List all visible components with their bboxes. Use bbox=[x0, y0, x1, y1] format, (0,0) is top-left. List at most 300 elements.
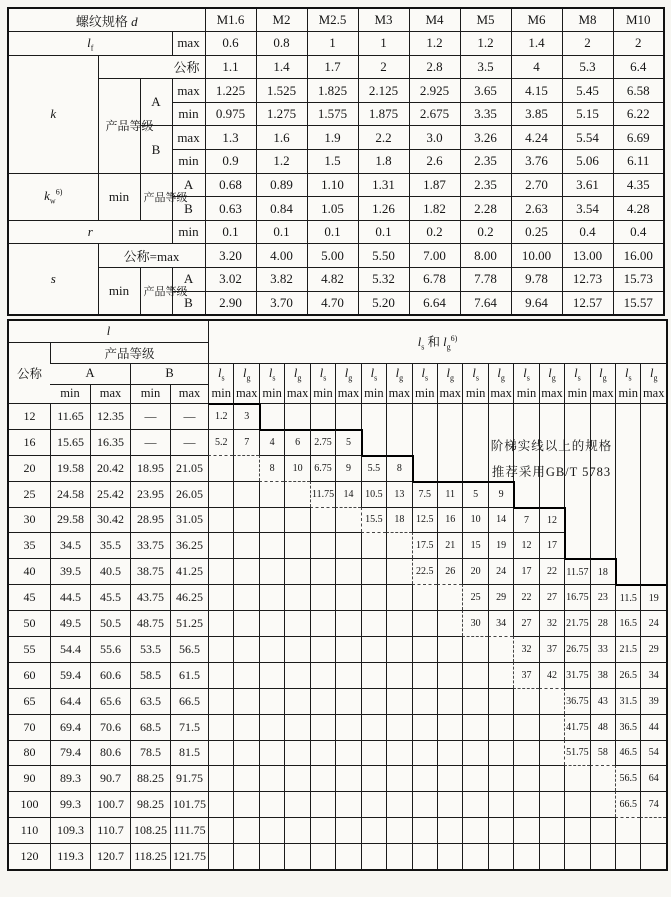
ls-cell bbox=[361, 791, 386, 817]
ls-cell bbox=[615, 817, 640, 843]
top-value-cell: 3.20 bbox=[205, 244, 256, 268]
ls-cell bbox=[564, 765, 589, 791]
thread-spec-var: d bbox=[131, 13, 138, 29]
ls-col-header: $l_s$ min bbox=[259, 363, 284, 403]
ls-cell bbox=[208, 610, 233, 636]
ls-cell bbox=[259, 740, 284, 766]
lg-cell bbox=[488, 740, 513, 766]
B-min-cell: 63.5 bbox=[130, 688, 170, 714]
l-nominal-cell: 65 bbox=[9, 688, 50, 714]
ls-cell bbox=[361, 740, 386, 766]
A-min-cell: 59.4 bbox=[50, 662, 90, 688]
top-value-cell: 1.31 bbox=[358, 173, 409, 197]
kw-grade-A: A bbox=[172, 173, 205, 197]
length-row bbox=[9, 403, 666, 429]
lg-cell: 64 bbox=[640, 765, 665, 791]
lg-col-header: $l_g$ max bbox=[233, 363, 258, 403]
ls-cell bbox=[259, 636, 284, 662]
top-value-cell: 2.6 bbox=[409, 150, 460, 174]
top-value-cell: 1.275 bbox=[256, 102, 307, 126]
top-value-cell: 2.2 bbox=[358, 126, 409, 150]
length-table bbox=[7, 319, 668, 871]
lg-cell bbox=[386, 688, 411, 714]
top-value-cell: 5.54 bbox=[562, 126, 613, 150]
kw-qualifier: min bbox=[98, 173, 140, 220]
lg-cell: 39 bbox=[640, 688, 665, 714]
lg-cell bbox=[640, 481, 665, 507]
ls-cell bbox=[310, 610, 335, 636]
ls-cell: 26.5 bbox=[615, 662, 640, 688]
B-min-cell: — bbox=[130, 429, 170, 455]
k-nominal-label: 公称 bbox=[98, 55, 205, 79]
l-header-row bbox=[9, 321, 666, 342]
length-table-wrap bbox=[7, 319, 666, 871]
top-value-cell: 7.64 bbox=[460, 291, 511, 315]
top-value-cell: 2.90 bbox=[205, 291, 256, 315]
ls-cell: 5 bbox=[462, 481, 487, 507]
ls-cell: 36.5 bbox=[615, 714, 640, 740]
top-value-cell: 15.73 bbox=[613, 268, 664, 292]
lg-cell bbox=[284, 532, 309, 558]
A-max-cell: 120.7 bbox=[90, 843, 130, 869]
top-value-cell: 13.00 bbox=[562, 244, 613, 268]
top-value-cell: 0.4 bbox=[613, 220, 664, 244]
k-A-max-label: max bbox=[172, 79, 205, 103]
lg-cell bbox=[488, 636, 513, 662]
top-value-cell: 1.2 bbox=[256, 150, 307, 174]
lg-cell bbox=[386, 740, 411, 766]
lg-cell bbox=[386, 791, 411, 817]
top-value-cell: 0.25 bbox=[511, 220, 562, 244]
lg-cell bbox=[284, 507, 309, 533]
top-value-cell: 3.02 bbox=[205, 268, 256, 292]
B-min-cell: 38.75 bbox=[130, 558, 170, 584]
lg-cell bbox=[488, 714, 513, 740]
ls-cell bbox=[564, 791, 589, 817]
A-min-cell: 54.4 bbox=[50, 636, 90, 662]
top-value-cell: 0.84 bbox=[256, 197, 307, 221]
ls-cell bbox=[361, 636, 386, 662]
lg-cell bbox=[233, 610, 258, 636]
ls-cell: 8 bbox=[259, 455, 284, 481]
lg-cell bbox=[284, 584, 309, 610]
ls-cell bbox=[513, 403, 538, 429]
lg-cell bbox=[640, 817, 665, 843]
lg-cell: 74 bbox=[640, 791, 665, 817]
lg-col-header: $l_g$ max bbox=[539, 363, 564, 403]
thread-spec-text: 螺纹规格 bbox=[75, 13, 128, 29]
lg-cell bbox=[335, 662, 360, 688]
ls-cell: 2.75 bbox=[310, 429, 335, 455]
ls-col-header: $l_s$ min bbox=[310, 363, 335, 403]
ls-cell bbox=[208, 507, 233, 533]
top-value-cell: M2.5 bbox=[307, 8, 358, 32]
ls-cell bbox=[513, 714, 538, 740]
lg-cell bbox=[233, 455, 258, 481]
A-max-cell: 35.5 bbox=[90, 532, 130, 558]
lg-cell: 29 bbox=[640, 636, 665, 662]
ls-cell: 15 bbox=[462, 532, 487, 558]
ls-cell: 7 bbox=[513, 507, 538, 533]
A-max-cell: 90.7 bbox=[90, 765, 130, 791]
ls-cell bbox=[361, 688, 386, 714]
lg-cell bbox=[590, 817, 615, 843]
top-value-cell: 12.73 bbox=[562, 268, 613, 292]
top-value-cell: 1.525 bbox=[256, 79, 307, 103]
lg-col-header: $l_g$ max bbox=[284, 363, 309, 403]
grade-B-header: B bbox=[130, 363, 208, 384]
ls-cell bbox=[208, 455, 233, 481]
top-value-cell: 0.1 bbox=[307, 220, 358, 244]
top-value-cell: M2 bbox=[256, 8, 307, 32]
ls-cell bbox=[310, 636, 335, 662]
lg-cell bbox=[488, 817, 513, 843]
ls-cell: 26.75 bbox=[564, 636, 589, 662]
top-value-cell: 3.76 bbox=[511, 150, 562, 174]
lg-cell bbox=[590, 507, 615, 533]
lg-cell: 44 bbox=[640, 714, 665, 740]
lg-cell: 16 bbox=[437, 507, 462, 533]
B-max-cell: 41.25 bbox=[170, 558, 208, 584]
lf-row bbox=[8, 32, 664, 56]
lg-cell bbox=[437, 403, 462, 429]
ls-cell: 1.2 bbox=[208, 403, 233, 429]
ls-cell: 56.5 bbox=[615, 765, 640, 791]
k-grade-label: 产品等级 bbox=[98, 79, 140, 173]
A-min-cell: 49.5 bbox=[50, 610, 90, 636]
A-min-cell: 24.58 bbox=[50, 481, 90, 507]
top-value-cell: M10 bbox=[613, 8, 664, 32]
lg-cell bbox=[539, 740, 564, 766]
top-value-cell: 6.58 bbox=[613, 79, 664, 103]
top-value-cell: 7.78 bbox=[460, 268, 511, 292]
top-value-cell: 2.925 bbox=[409, 79, 460, 103]
length-row bbox=[9, 740, 666, 766]
A-min-cell: 79.4 bbox=[50, 740, 90, 766]
l-nominal-cell: 30 bbox=[9, 507, 50, 533]
ls-lg-header: $l_s$ 和 $l_g^{6)}$ bbox=[208, 321, 666, 363]
A-max-cell: 70.6 bbox=[90, 714, 130, 740]
kw-A-row bbox=[8, 173, 664, 197]
ls-cell bbox=[259, 403, 284, 429]
ls-cell bbox=[564, 507, 589, 533]
B-min-cell: 58.5 bbox=[130, 662, 170, 688]
top-value-cell: 4.24 bbox=[511, 126, 562, 150]
A-max-header: max bbox=[90, 384, 130, 403]
B-min-cell: 18.95 bbox=[130, 455, 170, 481]
length-row bbox=[9, 714, 666, 740]
lg-cell: 34 bbox=[640, 662, 665, 688]
top-value-cell: 0.2 bbox=[409, 220, 460, 244]
A-max-cell: 40.5 bbox=[90, 558, 130, 584]
lg-cell bbox=[437, 740, 462, 766]
ls-cell: 20 bbox=[462, 558, 487, 584]
ls-cell bbox=[513, 688, 538, 714]
ls-cell bbox=[208, 791, 233, 817]
top-value-cell: 1.825 bbox=[307, 79, 358, 103]
l-nominal-cell: 60 bbox=[9, 662, 50, 688]
top-value-cell: 1.875 bbox=[358, 102, 409, 126]
ls-cell bbox=[259, 532, 284, 558]
ls-cell bbox=[412, 791, 437, 817]
lg-cell bbox=[437, 843, 462, 869]
ls-cell bbox=[462, 662, 487, 688]
ls-cell bbox=[310, 558, 335, 584]
ls-cell bbox=[259, 610, 284, 636]
thread-size-header-row bbox=[8, 8, 664, 32]
top-value-cell: 5.06 bbox=[562, 150, 613, 174]
lg-cell bbox=[284, 403, 309, 429]
ls-cell: 21.75 bbox=[564, 610, 589, 636]
lg-cell: 28 bbox=[590, 610, 615, 636]
ls-col-header: $l_s$ min bbox=[615, 363, 640, 403]
top-value-cell: 4.35 bbox=[613, 173, 664, 197]
lg-cell bbox=[488, 662, 513, 688]
top-value-cell: M3 bbox=[358, 8, 409, 32]
top-value-cell: 3.5 bbox=[460, 55, 511, 79]
top-value-cell: 4.00 bbox=[256, 244, 307, 268]
lg-cell: 8 bbox=[386, 455, 411, 481]
staircase-note-line2: 推荐采用GB/T 5783 bbox=[491, 464, 612, 479]
B-max-cell: 121.75 bbox=[170, 843, 208, 869]
lg-cell: 33 bbox=[590, 636, 615, 662]
B-min-cell: 43.75 bbox=[130, 584, 170, 610]
length-row bbox=[9, 765, 666, 791]
B-min-cell: 88.25 bbox=[130, 765, 170, 791]
B-min-cell: 98.25 bbox=[130, 791, 170, 817]
top-value-cell: 1.6 bbox=[256, 126, 307, 150]
top-value-cell: 1 bbox=[358, 32, 409, 56]
ls-cell: 30 bbox=[462, 610, 487, 636]
top-value-cell: 0.8 bbox=[256, 32, 307, 56]
top-value-cell: 6.78 bbox=[409, 268, 460, 292]
ls-cell bbox=[310, 662, 335, 688]
top-value-cell: 3.54 bbox=[562, 197, 613, 221]
top-value-cell: 6.69 bbox=[613, 126, 664, 150]
s-nominal-label: 公称=max bbox=[98, 244, 205, 268]
ls-cell bbox=[412, 714, 437, 740]
lg-cell bbox=[284, 817, 309, 843]
top-value-cell: 0.975 bbox=[205, 102, 256, 126]
l-nominal-cell: 35 bbox=[9, 532, 50, 558]
ls-cell bbox=[310, 714, 335, 740]
B-max-cell: 111.75 bbox=[170, 817, 208, 843]
length-row bbox=[9, 843, 666, 869]
ls-cell bbox=[462, 636, 487, 662]
top-value-cell: M1.6 bbox=[205, 8, 256, 32]
top-value-cell: 1.10 bbox=[307, 173, 358, 197]
kw-grade-B: B bbox=[172, 197, 205, 221]
ls-cell bbox=[259, 791, 284, 817]
k-grade-B: B bbox=[140, 126, 172, 173]
s-grade-B: B bbox=[172, 291, 205, 315]
lg-cell bbox=[437, 636, 462, 662]
top-value-cell: 4.15 bbox=[511, 79, 562, 103]
lg-cell bbox=[488, 791, 513, 817]
A-min-cell: 109.3 bbox=[50, 817, 90, 843]
ls-col-header: $l_s$ min bbox=[513, 363, 538, 403]
ls-cell bbox=[462, 740, 487, 766]
lg-cell: 12 bbox=[539, 507, 564, 533]
ls-col-header: $l_s$ min bbox=[564, 363, 589, 403]
lg-cell: 34 bbox=[488, 610, 513, 636]
lg-cell bbox=[233, 636, 258, 662]
B-max-cell: — bbox=[170, 403, 208, 429]
ls-cell bbox=[259, 714, 284, 740]
lg-cell: 29 bbox=[488, 584, 513, 610]
top-value-cell: 1.87 bbox=[409, 173, 460, 197]
ls-cell bbox=[208, 662, 233, 688]
lg-cell bbox=[539, 843, 564, 869]
lg-cell: 38 bbox=[590, 662, 615, 688]
lg-cell bbox=[335, 714, 360, 740]
lg-cell bbox=[488, 403, 513, 429]
top-value-cell: 0.9 bbox=[205, 150, 256, 174]
lg-cell: 27 bbox=[539, 584, 564, 610]
top-value-cell: 0.89 bbox=[256, 173, 307, 197]
B-max-cell: 21.05 bbox=[170, 455, 208, 481]
l-nominal-cell: 12 bbox=[9, 403, 50, 429]
ls-cell bbox=[361, 403, 386, 429]
lg-cell: 7 bbox=[233, 429, 258, 455]
A-min-cell: 89.3 bbox=[50, 765, 90, 791]
top-value-cell: 5.00 bbox=[307, 244, 358, 268]
lg-cell bbox=[386, 714, 411, 740]
top-value-cell: 1.7 bbox=[307, 55, 358, 79]
top-value-cell: 1.9 bbox=[307, 126, 358, 150]
ls-cell: 27 bbox=[513, 610, 538, 636]
ls-cell bbox=[412, 403, 437, 429]
lg-cell bbox=[335, 791, 360, 817]
ls-cell bbox=[513, 791, 538, 817]
ls-cell bbox=[412, 817, 437, 843]
lg-cell: 58 bbox=[590, 740, 615, 766]
A-max-cell: 20.42 bbox=[90, 455, 130, 481]
B-max-cell: 81.5 bbox=[170, 740, 208, 766]
top-value-cell: 0.1 bbox=[205, 220, 256, 244]
ls-cell bbox=[412, 662, 437, 688]
top-value-cell: 3.65 bbox=[460, 79, 511, 103]
top-value-cell: 3.0 bbox=[409, 126, 460, 150]
ls-cell bbox=[462, 817, 487, 843]
length-row bbox=[9, 688, 666, 714]
l-nominal-cell: 16 bbox=[9, 429, 50, 455]
lg-cell bbox=[488, 688, 513, 714]
lg-cell bbox=[386, 662, 411, 688]
lg-cell: 24 bbox=[640, 610, 665, 636]
top-value-cell: 1.575 bbox=[307, 102, 358, 126]
lg-cell bbox=[437, 765, 462, 791]
lg-cell bbox=[233, 662, 258, 688]
grade-header: 产品等级 bbox=[50, 342, 208, 363]
lg-cell bbox=[640, 558, 665, 584]
lg-cell: 9 bbox=[488, 481, 513, 507]
lg-cell bbox=[437, 662, 462, 688]
top-value-cell: 2.675 bbox=[409, 102, 460, 126]
ls-cell bbox=[513, 817, 538, 843]
lg-cell: 43 bbox=[590, 688, 615, 714]
top-value-cell: M5 bbox=[460, 8, 511, 32]
ls-cell bbox=[310, 843, 335, 869]
lg-cell bbox=[284, 662, 309, 688]
lg-cell bbox=[590, 765, 615, 791]
ls-cell bbox=[310, 584, 335, 610]
lg-cell: 54 bbox=[640, 740, 665, 766]
l-nominal-cell: 45 bbox=[9, 584, 50, 610]
lg-cell bbox=[233, 740, 258, 766]
k-nominal-row bbox=[8, 55, 664, 79]
k-grade-A: A bbox=[140, 79, 172, 126]
lg-cell: 9 bbox=[335, 455, 360, 481]
length-row bbox=[9, 507, 666, 533]
lg-cell bbox=[590, 843, 615, 869]
B-max-cell: 66.5 bbox=[170, 688, 208, 714]
ls-cell bbox=[361, 662, 386, 688]
B-min-cell: 78.5 bbox=[130, 740, 170, 766]
A-max-cell: 100.7 bbox=[90, 791, 130, 817]
ls-cell bbox=[462, 403, 487, 429]
lg-cell bbox=[233, 791, 258, 817]
lg-cell bbox=[335, 740, 360, 766]
B-max-cell: 71.5 bbox=[170, 714, 208, 740]
ls-cell: 11.57 bbox=[564, 558, 589, 584]
ls-cell: 12.5 bbox=[412, 507, 437, 533]
ls-cell bbox=[412, 843, 437, 869]
ls-col-header: $l_s$ min bbox=[361, 363, 386, 403]
top-value-cell: 2.70 bbox=[511, 173, 562, 197]
lg-cell: 48 bbox=[590, 714, 615, 740]
lg-cell bbox=[284, 636, 309, 662]
lg-cell: 24 bbox=[488, 558, 513, 584]
ls-cell bbox=[412, 765, 437, 791]
A-max-cell: 55.6 bbox=[90, 636, 130, 662]
B-min-cell: 108.25 bbox=[130, 817, 170, 843]
ls-cell: 21.5 bbox=[615, 636, 640, 662]
top-value-cell: 4 bbox=[511, 55, 562, 79]
ls-cell: 22.5 bbox=[412, 558, 437, 584]
lg-cell bbox=[640, 429, 665, 455]
lg-cell bbox=[386, 636, 411, 662]
ls-cell bbox=[310, 507, 335, 533]
top-value-cell: 3.82 bbox=[256, 268, 307, 292]
length-row bbox=[9, 584, 666, 610]
ls-cell bbox=[361, 558, 386, 584]
top-value-cell: 2 bbox=[613, 32, 664, 56]
lg-cell bbox=[488, 765, 513, 791]
top-value-cell: 4.70 bbox=[307, 291, 358, 315]
ls-cell bbox=[564, 817, 589, 843]
ls-cell: 46.5 bbox=[615, 740, 640, 766]
top-value-cell: 2 bbox=[358, 55, 409, 79]
top-value-cell: 1 bbox=[307, 32, 358, 56]
ls-cell: 4 bbox=[259, 429, 284, 455]
lg-cell bbox=[386, 843, 411, 869]
l-nominal-cell: 90 bbox=[9, 765, 50, 791]
top-value-cell: 2.125 bbox=[358, 79, 409, 103]
lg-cell bbox=[640, 455, 665, 481]
A-max-cell: 80.6 bbox=[90, 740, 130, 766]
k-B-min-label: min bbox=[172, 150, 205, 174]
lg-cell: 18 bbox=[386, 507, 411, 533]
ls-cell bbox=[208, 688, 233, 714]
ls-cell bbox=[615, 403, 640, 429]
l-nominal-cell: 120 bbox=[9, 843, 50, 869]
lg-cell bbox=[437, 817, 462, 843]
ls-cell bbox=[310, 740, 335, 766]
A-min-cell: 119.3 bbox=[50, 843, 90, 869]
ls-cell: 5.5 bbox=[361, 455, 386, 481]
lg-cell bbox=[386, 403, 411, 429]
